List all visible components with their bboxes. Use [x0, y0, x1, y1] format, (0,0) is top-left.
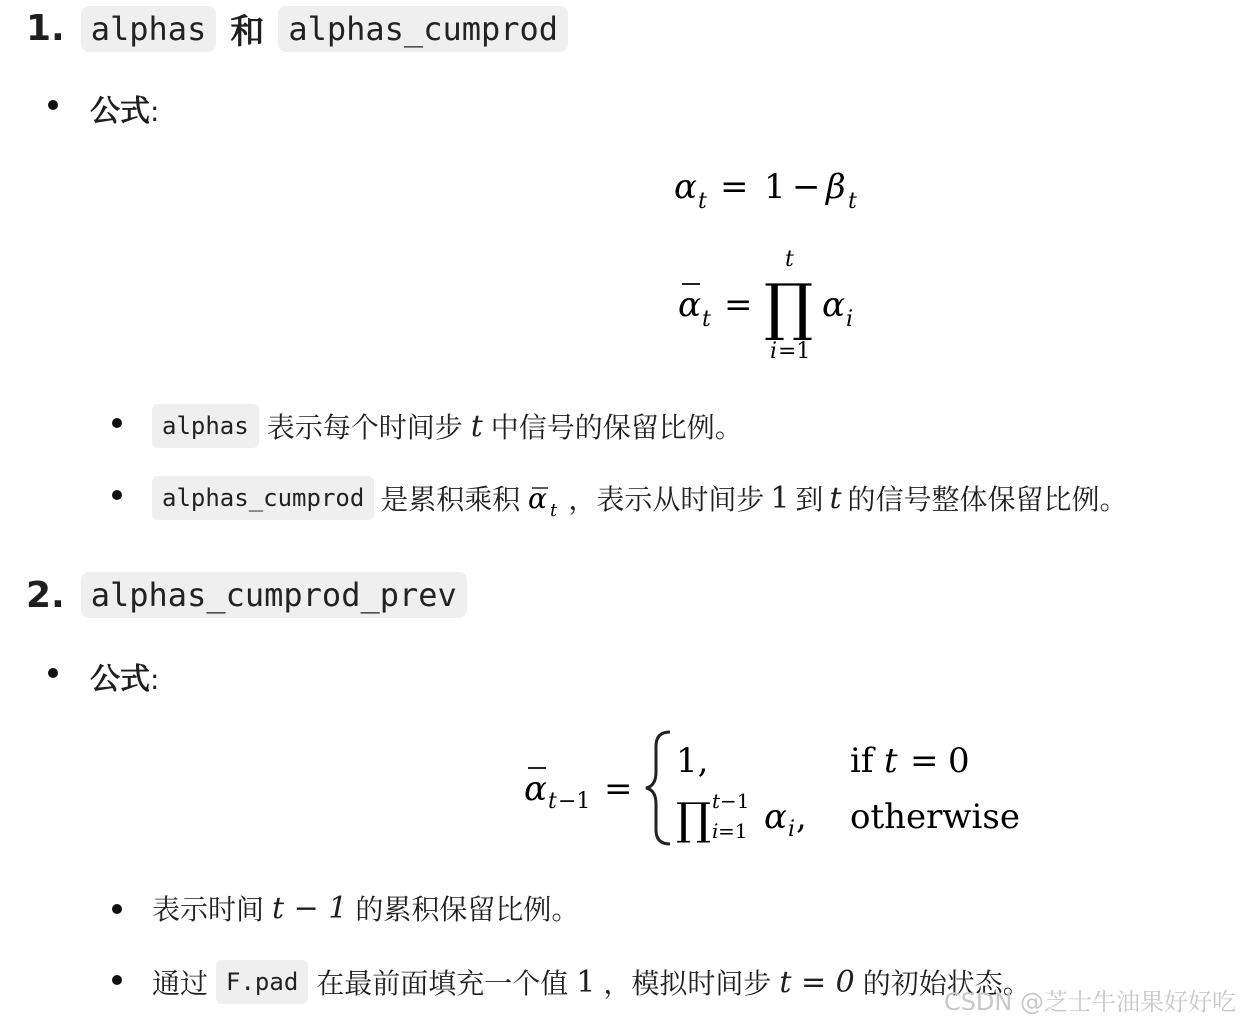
bullet-fpad — [152, 960, 1031, 1004]
bullet-t-minus-1 — [152, 888, 579, 928]
code-alphas-cumprod: alphas_cumprod — [278, 6, 568, 52]
svg-text:−1: −1 — [720, 789, 750, 813]
bullet-text: 中信号的保留比例。 — [490, 411, 743, 444]
svg-text:1: 1 — [764, 167, 786, 207]
formula-label-line — [90, 86, 159, 130]
bullet-alphas — [152, 404, 743, 448]
equation-alpha-svg — [670, 160, 870, 216]
bullet-dot — [112, 418, 122, 428]
code-alphas-cumprod-prev: alphas_cumprod_prev — [81, 572, 467, 618]
equation-alpha-bar — [672, 240, 872, 374]
math-var: t — [829, 480, 842, 516]
equation-alpha — [670, 160, 870, 220]
watermark: CSDN @芝士牛油果好好吃 — [943, 988, 1236, 1016]
svg-text:∏: ∏ — [676, 794, 712, 845]
svg-text:t: t — [848, 189, 857, 214]
bullet-text: 在最前面填充一个值 — [316, 967, 569, 1000]
svg-text:t: t — [550, 500, 558, 518]
svg-text:=1: =1 — [718, 819, 748, 843]
svg-text:−: − — [792, 167, 821, 207]
svg-text:i: i — [846, 307, 854, 332]
case2-cond: otherwise — [850, 797, 1020, 837]
svg-text:i: i — [788, 817, 796, 842]
svg-text:=: = — [604, 769, 633, 809]
bullet-text: 到 — [795, 483, 824, 516]
bullet-dot — [48, 668, 58, 678]
formula-colon: : — [150, 663, 160, 696]
math-expr: t − 1 — [272, 890, 348, 926]
code-alphas-cumprod-inline: alphas_cumprod — [152, 476, 374, 520]
section-1-heading — [26, 4, 568, 53]
svg-text:0: 0 — [948, 741, 970, 781]
bullet-dot — [112, 904, 122, 914]
case1-value: 1, — [676, 741, 709, 781]
svg-text:t: t — [884, 741, 898, 781]
code-fpad-inline: F.pad — [216, 960, 308, 1004]
svg-text:α: α — [822, 285, 845, 325]
bullet-dot — [48, 100, 58, 110]
svg-text:α: α — [524, 769, 547, 809]
svg-text:t: t — [785, 247, 794, 272]
and-word: 和 — [230, 12, 265, 52]
svg-text:t: t — [698, 189, 707, 214]
formula-label: 公式 — [90, 662, 150, 697]
math-var: t — [470, 408, 483, 444]
section-number: 1. — [26, 8, 65, 49]
bullet-dot — [112, 490, 122, 500]
svg-text:α: α — [764, 797, 787, 837]
bullet-dot — [112, 975, 122, 985]
bullet-text: ，表示从时间步 — [568, 483, 765, 516]
bullet-text: 的累积保留比例。 — [355, 893, 580, 926]
svg-text:=1: =1 — [778, 339, 811, 364]
formula-label: 公式 — [90, 94, 150, 129]
formula-label-line — [90, 654, 159, 698]
equation-piecewise-svg — [520, 726, 1020, 852]
bullet-alphas-cumprod — [152, 476, 1128, 520]
equation-alpha-bar-svg — [672, 240, 872, 370]
math-alpha-bar-t — [526, 478, 566, 518]
bullet-text: 是累积乘积 — [380, 483, 521, 516]
formula-colon: : — [150, 95, 160, 128]
bullet-text: 表示时间 — [152, 893, 265, 926]
svg-text:t: t — [702, 307, 711, 332]
svg-text:t: t — [548, 789, 557, 814]
svg-text:t: t — [712, 789, 721, 813]
math-num: 1 — [576, 964, 596, 1000]
svg-text:i: i — [770, 339, 778, 364]
svg-text:=: = — [910, 741, 939, 781]
bullet-text: 表示每个时间步 — [266, 411, 463, 444]
svg-text:α: α — [678, 285, 701, 325]
code-alphas: alphas — [81, 6, 217, 52]
bullet-text: 通过 — [152, 967, 209, 1000]
svg-text:β: β — [826, 167, 846, 207]
svg-text:α: α — [528, 482, 548, 515]
code-alphas-inline: alphas — [152, 404, 259, 448]
bullet-text: 的初始状态。 — [862, 967, 1031, 1000]
svg-text:∏: ∏ — [764, 270, 814, 343]
case1-if: if — [850, 741, 874, 781]
equation-piecewise — [520, 726, 1020, 856]
section-2-heading — [26, 572, 467, 618]
svg-text:α: α — [674, 167, 697, 207]
bullet-text: 的信号整体保留比例。 — [847, 483, 1128, 516]
bullet-text: ，模拟时间步 — [603, 967, 772, 1000]
svg-text:,: , — [796, 797, 807, 837]
svg-text:i: i — [712, 819, 719, 843]
svg-text:=: = — [720, 167, 749, 207]
section-number: 2. — [26, 574, 65, 616]
math-expr: t = 0 — [779, 964, 855, 1000]
svg-text:−1: −1 — [558, 789, 591, 814]
math-num: 1 — [770, 480, 790, 516]
svg-text:=: = — [724, 285, 753, 325]
